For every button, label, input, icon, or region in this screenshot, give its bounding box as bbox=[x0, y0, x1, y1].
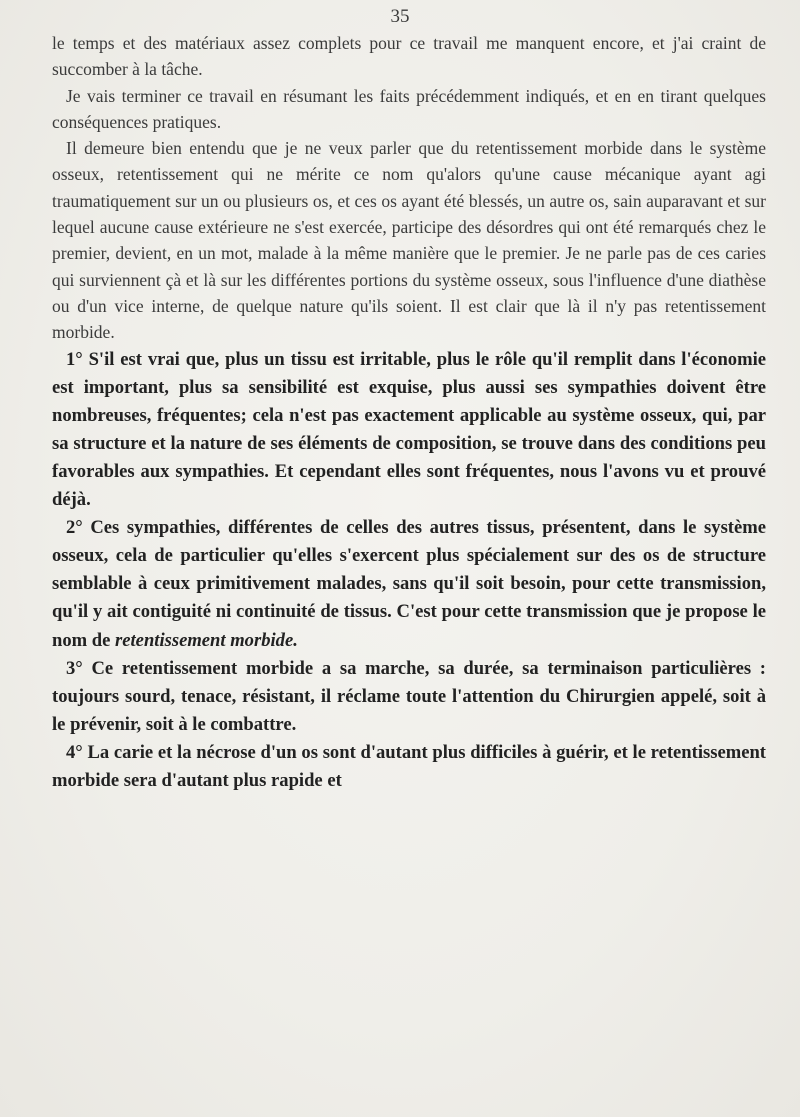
paragraph-point-4: 4° La carie et la nécrose d'un os sont d'autant plus difficiles à guérir, et le retentissement morbide sera d'autant plus rapide et bbox=[52, 741, 766, 791]
body-text bbox=[52, 30, 766, 795]
paragraph-point-3: 3° Ce retentissement morbide a sa marche, sa durée, sa terminaison particulières : toujours sourd, tenace, résistant, il réclame toute l'attention du Chirurgien appelé, soit à le prévenir, soit à le combattre. bbox=[52, 657, 766, 735]
point-2-text: 2° Ces sympathies, différentes de celles des autres tissus, présentent, dans le système osseux, cela de particulier qu'elles s'exercent plus spécialement sur des os de structure semblable à ceux primitivement malades, sans qu'il soit besoin, pour cette transmission, qu'il y ait contiguité ni continuité de tissus. C'est pour cette transmission que je propose le nom de bbox=[52, 517, 766, 651]
paragraph-summary-intro: Je vais terminer ce travail en résumant les faits précédemment indiqués, et en en tirant quelques conséquences pratiques. bbox=[52, 85, 766, 132]
paragraph-point-2 bbox=[52, 514, 766, 654]
paragraph-definition: Il demeure bien entendu que je ne veux parler que du retentissement morbide dans le système osseux, retentissement qui ne mérite ce nom qu'alors qu'une cause mécanique ayant agi traumatiquement sur un ou plusieurs os, et ces os ayant été blessés, un autre os, sain auparavant et sur lequel aucune cause extérieure ne s'est exercée, participe des désordres qui ont été remarqués chez le premier, devient, en un mot, malade à la même manière que le premier. Je ne parle pas de ces caries qui surviennent çà et là sur les différentes portions du système osseux, sous l'influence d'une diathèse ou d'un vice interne, de quelque nature qu'ils soient. Il est clair que là il n'y pas retentissement morbide. bbox=[52, 138, 766, 343]
point-2-emphasis: retentissement morbide. bbox=[115, 629, 298, 651]
paragraph-point-1: 1° S'il est vrai que, plus un tissu est irritable, plus le rôle qu'il remplit dans l'économie est important, plus sa sensibilité est exquise, plus aussi ses sympathies doivent être nombreuses, fréquentes; cela n'est pas exactement applicable au système osseux, qui, par sa structure et la nature de ses éléments de composition, se trouve dans des conditions peu favorables aux sympathies. Et cependant elles sont fréquentes, nous l'avons vu et prouvé déjà. bbox=[52, 348, 766, 511]
paragraph-continuation: le temps et des matériaux assez complets pour ce travail me manquent encore, et j'ai craint de succomber à la tâche. bbox=[52, 33, 766, 80]
page-number: 35 bbox=[390, 6, 410, 27]
